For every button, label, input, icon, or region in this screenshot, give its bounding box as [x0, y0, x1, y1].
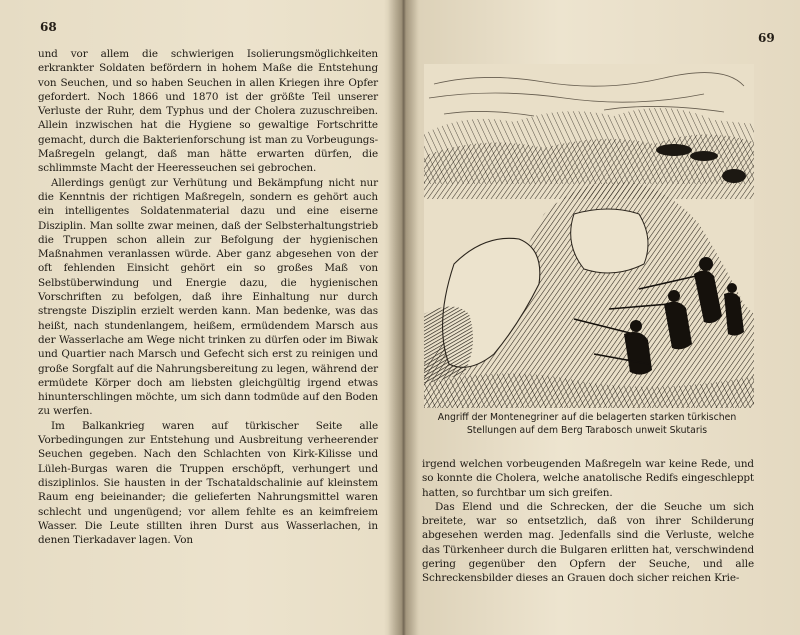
paragraph: Im Balkankrieg waren auf türkischer Seite alle Vorbedingungen zur Entstehung und Ausbreitung verheerender Seuchen gegeben. Nach den Schlachten von Kirk-Kilisse und Lüleh-Burgas waren die Truppen erschöpft, verhungert und disziplinlos. Sie hausten in der Tschataldschalinie auf kleinstem Raum eng beieinander; die gelieferten Nahrungsmittel waren schlecht und ungenügend; vor allem fehlte es an keimfreiem Wasser. Die Leute stillten ihren Durst aus Wasserlachen, in denen Tierkadaver lagen. Von: [38, 419, 378, 547]
page-number-left: 68: [40, 20, 57, 34]
caption-line: Angriff der Montenegriner auf die belagerten starken türkischen: [437, 412, 737, 423]
paragraph: irgend welchen vorbeugenden Maßregeln war keine Rede, und so konnte die Cholera, welche anatolische Redifs eingeschleppt hatten, so furchtbar um sich greifen.: [422, 458, 754, 499]
right-page: [404, 0, 800, 635]
paragraph: Allerdings genügt zur Verhütung und Bekämpfung nicht nur die Kenntnis der richtigen Maßregeln, sondern es gehört auch ein intelligentes Soldatenmaterial dazu und eine eiserne Disziplin. Man sollte zwar meinen, daß der Selbsterhaltungstrieb die Truppen schon allein zur Befolgung der hygienischen Maßnahmen veranlassen würde. Aber ganz abgesehen von der oft fehlenden Einsicht gehört ein so großes Maß von Selbstüberwindung und Energie dazu, die hygienischen Vorschriften zu befolgen, daß ihre Einhaltung nur durch strengste Disziplin erzielt werden kann. Man bedenke, was das heißt, nach stundenlangem, heißem, ermüdendem Marsch aus der Wasserlache am Wege nicht trinken zu dürfen oder im Biwak und Quartier nach Marsch und Gefecht sich erst zu reinigen und große Sorgfalt auf die Nahrungsbereitung zu legen, während der ermüdete Körper doch am liebsten gleichgültig irgend etwas hinunterschlingen möchte, um sich dann todmüde auf den Boden zu werfen.: [38, 176, 378, 418]
paragraph: und vor allem die schwierigen Isolierungsmöglichkeiten erkrankter Soldaten befördern in hohem Maße die Entstehung von Seuchen, und so haben Seuchen in allen Kriegen ihre Opfer gefordert. Noch 1866 und 1870 ist der größte Teil unserer Verluste der Ruhr, dem Typhus und der Cholera zuzuschreiben. Allein inzwischen hat die Hygiene so gewaltige Fortschritte gemacht, durch die Bakterienforschung ist man zu Vorbeugungs-Maßregeln gelangt, daß man hätte erwarten dürfen, die schlimmste Macht der Heeresseuchen sei gebrochen.: [38, 48, 378, 175]
illustration-drawing: [424, 64, 754, 408]
figure-caption: [416, 412, 758, 437]
caption-line: Stellungen auf dem Berg Tarabosch unweit Skutaris: [466, 424, 708, 436]
page-number-right: 69: [758, 31, 775, 45]
right-page-body: [422, 457, 754, 586]
battle-illustration: [424, 64, 754, 408]
left-page-body: [38, 47, 378, 547]
paragraph: Das Elend und die Schrecken, der die Seuche um sich breitete, war so entsetzlich, daß von ihrer Schilderung abgesehen werden mag. Jedenfalls sind die Verluste, welche das Türkenheer durch die Bulgaren erlitten hat, verschwindend gering gegenüber den Opfern der Seuche, und alle Schreckensbilder dieses an Grauen doch sicher reichen Krie-: [422, 500, 754, 585]
